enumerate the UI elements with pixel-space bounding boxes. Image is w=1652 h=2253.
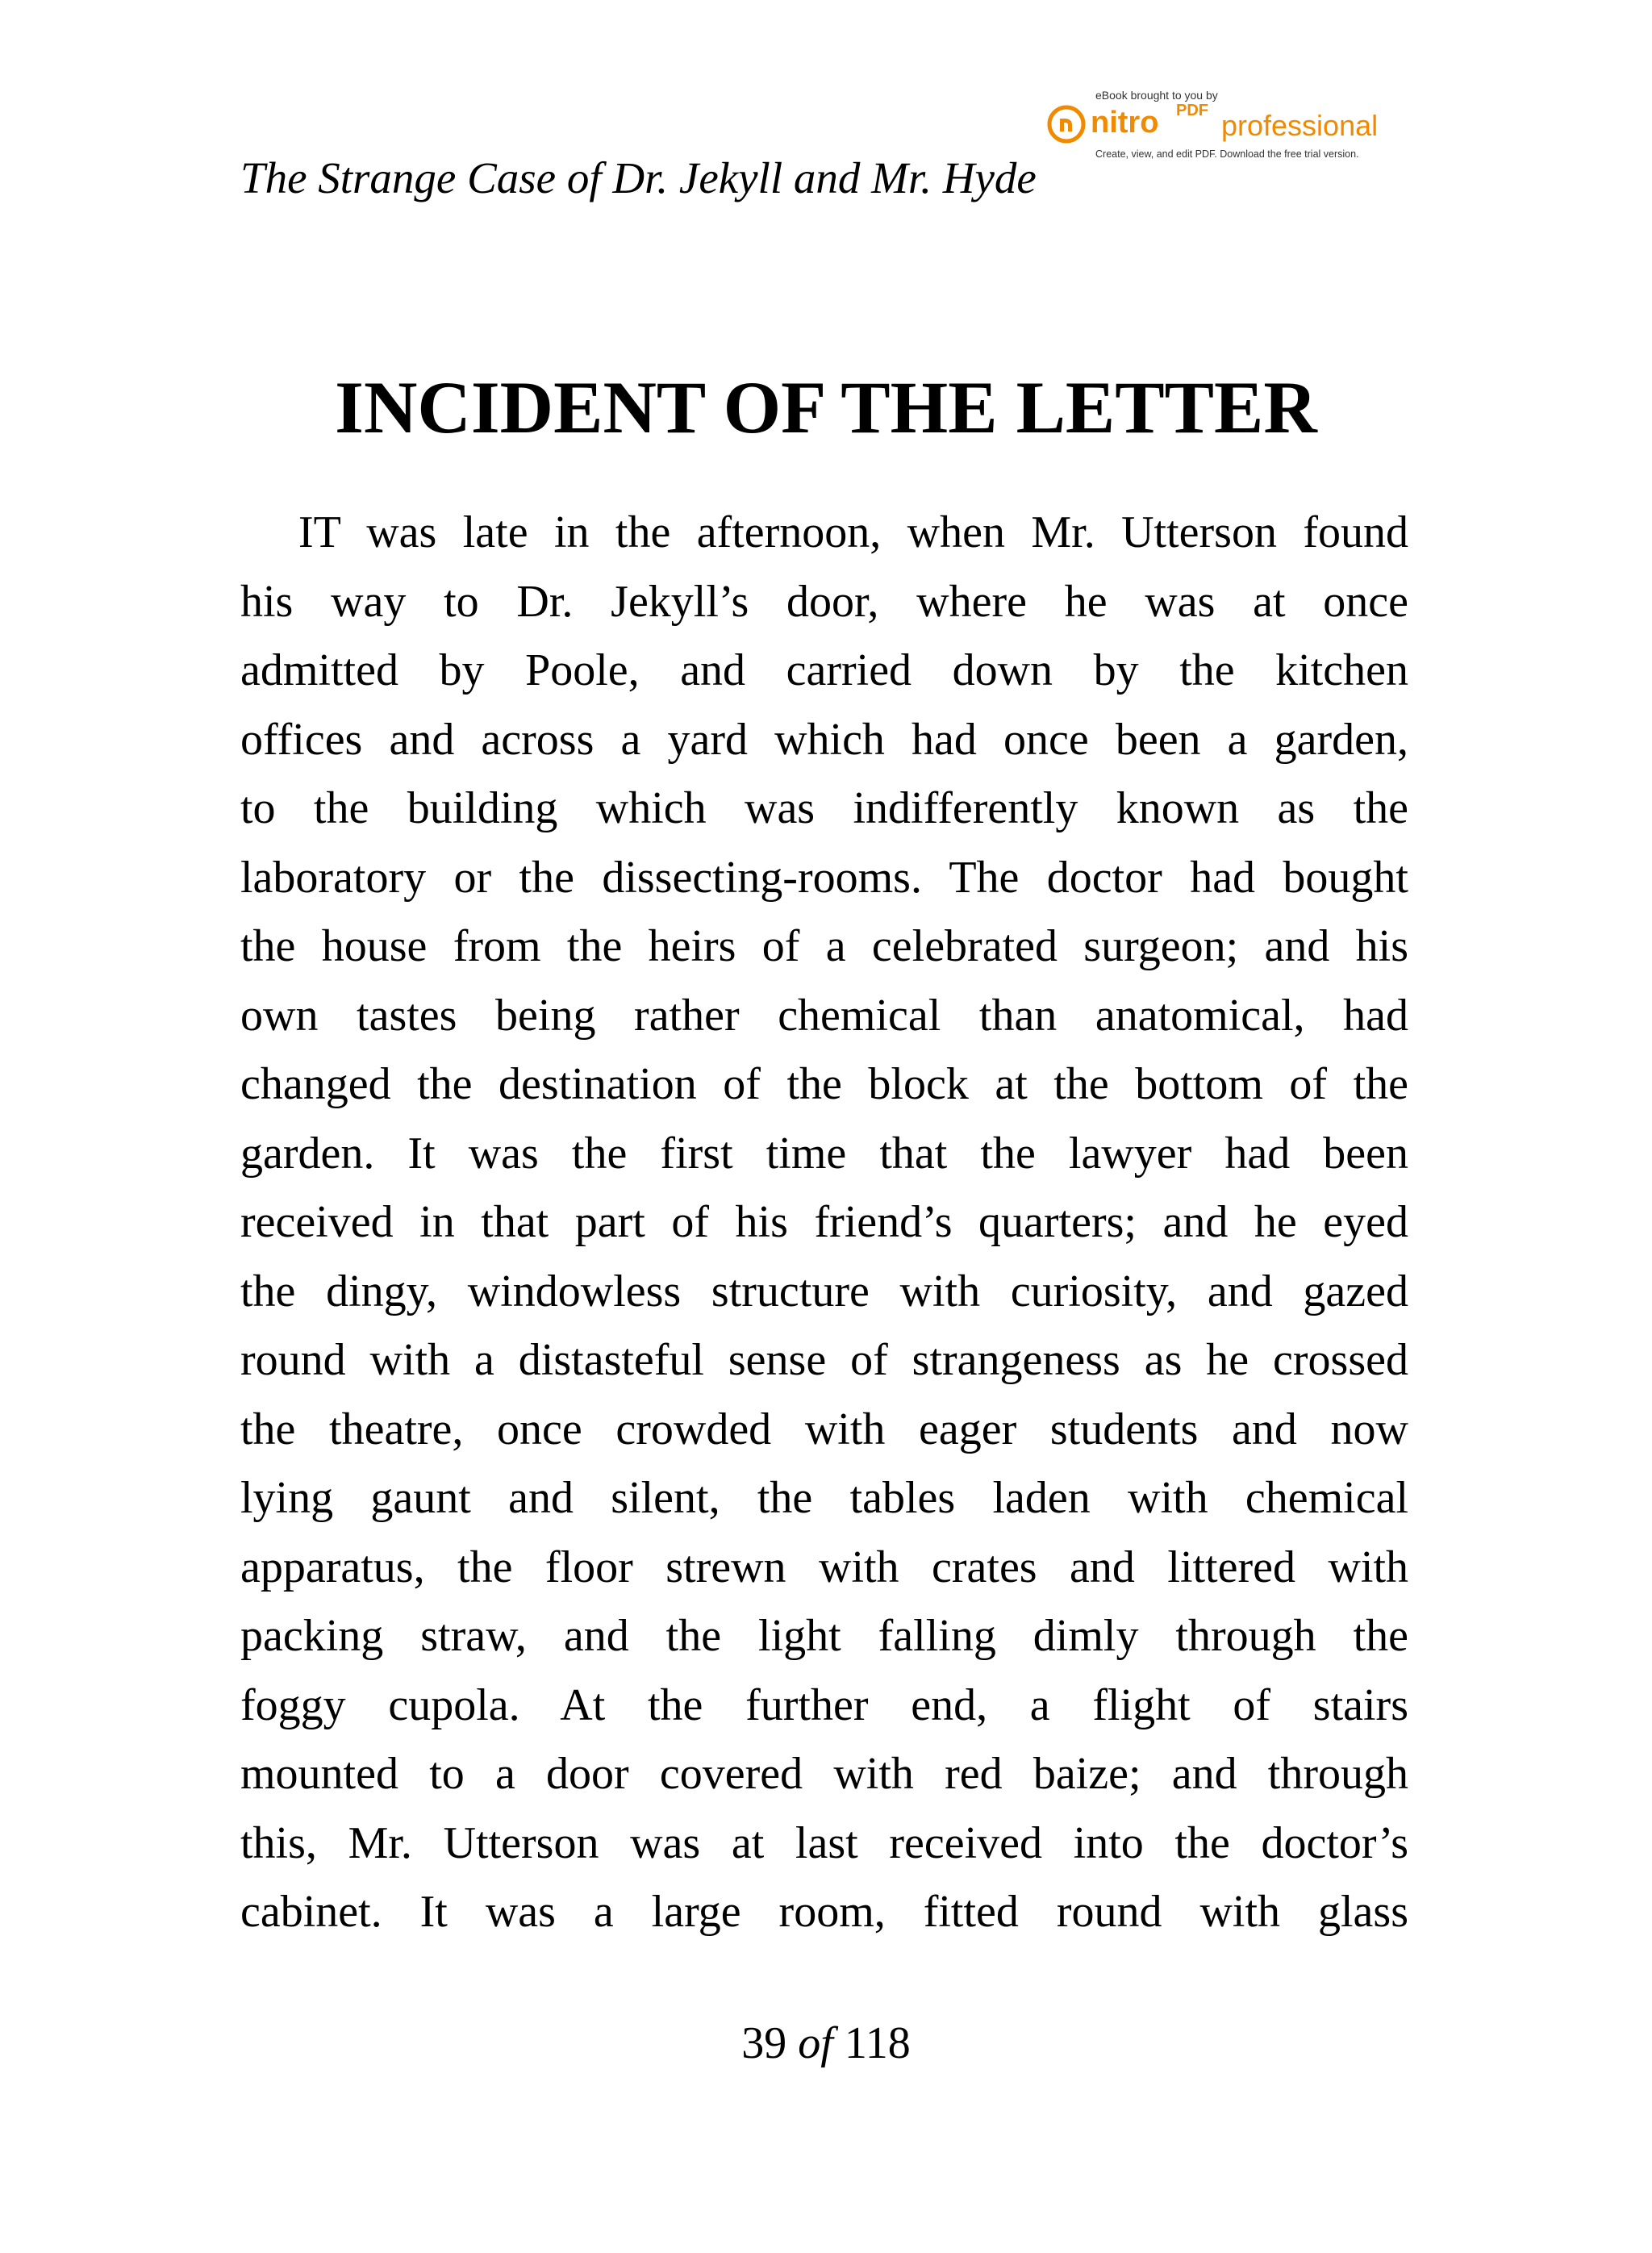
paragraph-line: the theatre, once crowded with eager students and now (240, 1404, 1408, 1454)
paragraph-line: received in that part of his friend’s quarters; and he eyed (240, 1197, 1408, 1247)
paragraph-line: offices and across a yard which had once been a garden, (240, 714, 1408, 765)
paragraph-line: own tastes being rather chemical than anatomical, had (240, 990, 1408, 1041)
paragraph-line: round with a distasteful sense of strangeness as he crossed (240, 1335, 1408, 1385)
paragraph-line: to the building which was indifferently known as the (240, 783, 1408, 833)
paragraph-line: foggy cupola. At the further end, a flight of stairs (240, 1679, 1408, 1730)
ad-brand-superscript: PDF (1176, 102, 1208, 119)
ad-tagline: eBook brought to you by (1095, 89, 1218, 102)
total-page-count: 118 (844, 2018, 911, 2068)
paragraph-line: admitted by Poole, and carried down by the kitchen (240, 645, 1408, 695)
chapter-title: INCIDENT OF THE LETTER (335, 366, 1317, 449)
paragraph-line: lying gaunt and silent, the tables laden with chemical (240, 1473, 1408, 1523)
page-number (0, 2015, 1652, 2072)
paragraph-line: apparatus, the floor strewn with crates and littered with (240, 1542, 1408, 1592)
paragraph-line: cabinet. It was a large room, fitted round with glass (240, 1887, 1408, 1937)
paragraph-line: laboratory or the dissecting-rooms. The doctor had bought (240, 852, 1408, 903)
nitro-pdf-advertisement[interactable] (1047, 89, 1410, 165)
paragraph-line: this, Mr. Utterson was at last received into the doctor’s (240, 1817, 1408, 1868)
ad-edition-name: professional (1221, 109, 1379, 142)
paragraph-line: packing straw, and the light falling dimly through the (240, 1611, 1408, 1661)
current-page-number: 39 (741, 2018, 787, 2068)
nitro-logo-icon (1047, 105, 1086, 144)
chapter-body-paragraph (240, 499, 1408, 1947)
paragraph-line: the dingy, windowless structure with curiosity, and gazed (240, 1266, 1408, 1316)
paragraph-line: mounted to a door covered with red baize; and through (240, 1749, 1408, 1799)
paragraph-line: garden. It was the first time that the lawyer had been (240, 1128, 1408, 1179)
paragraph-line: changed the destination of the block at the bottom of the (240, 1059, 1408, 1109)
ad-subline: Create, view, and edit PDF. Download the free trial version. (1095, 148, 1359, 160)
paragraph-line: the house from the heirs of a celebrated surgeon; and his (240, 921, 1408, 971)
paragraph-line: IT was late in the afternoon, when Mr. Utterson found (298, 507, 1408, 557)
running-header-book-title: The Strange Case of Dr. Jekyll and Mr. Hyde (240, 153, 1037, 202)
page-of-label: of (798, 2018, 833, 2068)
ad-brand-name: nitro (1091, 106, 1159, 140)
paragraph-line: his way to Dr. Jekyll’s door, where he was at once (240, 576, 1408, 627)
